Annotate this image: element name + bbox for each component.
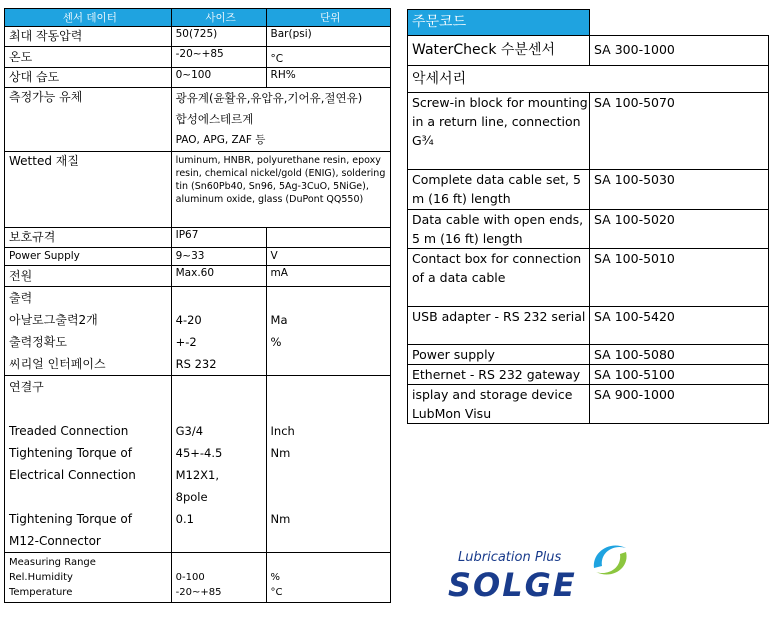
spec-unit: mA <box>266 266 390 287</box>
order-accessories-header: 악세서리 <box>408 66 769 93</box>
spec-label: 보호규격 <box>5 228 172 248</box>
output-accuracy-size: +-2 <box>175 335 197 349</box>
table-row <box>408 385 769 424</box>
output-analog-size: 4-20 <box>175 313 202 327</box>
table-row <box>408 170 769 210</box>
spec-fluids-cell <box>171 88 390 152</box>
fluids-line-3: PAO, APG, ZAF 등 <box>175 134 266 146</box>
order-item-name: Complete data cable set, 5 m (16 ft) length <box>408 170 590 210</box>
table-row <box>5 553 391 603</box>
order-item-code: SA 100-5100 <box>590 365 769 385</box>
logo-wordmark: SOLGE <box>448 566 577 604</box>
table-row <box>5 376 391 553</box>
order-item-code: SA 100-5020 <box>590 210 769 249</box>
logo-tagline: Lubrication Plus <box>458 550 562 565</box>
table-row <box>5 47 391 68</box>
table-row <box>408 365 769 385</box>
connection-label: 연결구 <box>9 380 44 394</box>
order-item-code: SA 900-1000 <box>590 385 769 424</box>
output-serial-size: RS 232 <box>175 357 217 371</box>
spec-measuring-sizes <box>171 553 266 603</box>
spec-header-size: 사이즈 <box>171 9 266 27</box>
table-row <box>5 152 391 228</box>
connection-m12-label-1: Tightening Torque of <box>9 512 132 526</box>
output-accuracy-label: 출력정확도 <box>9 335 67 349</box>
measuring-temperature-label: Temperature <box>9 587 73 598</box>
fluids-line-1: 광유계(윤활유,유압유,기어유,절연유) <box>175 91 363 105</box>
order-item-code: SA 100-5420 <box>590 307 769 345</box>
table-row <box>408 345 769 365</box>
output-serial-unit: % <box>270 335 282 349</box>
connection-threaded-unit: Inch <box>270 424 295 438</box>
spec-size: -20~+85 <box>171 47 266 68</box>
solge-logo <box>440 538 640 604</box>
measuring-humidity-unit: % <box>270 572 281 583</box>
connection-torque-size: 45+-4.5 <box>175 446 223 460</box>
spec-connection-labels <box>5 376 172 553</box>
spec-label: 측정가능 유체 <box>5 88 172 152</box>
spec-label: Wetted 재질 <box>5 152 172 228</box>
spec-output-labels <box>5 287 172 376</box>
order-item-name: Power supply <box>408 345 590 365</box>
table-row <box>408 93 769 170</box>
connection-m12-unit: Nm <box>270 512 291 526</box>
table-row <box>408 210 769 249</box>
measuring-label: Measuring Range <box>9 557 96 568</box>
connection-threaded-label: Treaded Connection <box>9 424 129 438</box>
order-item-code: SA 100-5070 <box>590 93 769 170</box>
spec-label: 전원 <box>5 266 172 287</box>
table-row <box>408 66 769 93</box>
spec-header-sensor: 센서 데이터 <box>5 9 172 27</box>
measuring-humidity-size: 0-100 <box>175 572 205 583</box>
spec-unit: RH% <box>266 68 390 88</box>
output-analog-label: 아날로그출력2개 <box>9 313 98 327</box>
spec-label: 상대 습도 <box>5 68 172 88</box>
spec-connection-units <box>266 376 390 553</box>
table-row <box>5 248 391 266</box>
spec-table <box>4 8 391 603</box>
fluids-line-2: 합성에스테르계 <box>175 112 254 126</box>
output-analog-unit: Ma <box>270 313 288 327</box>
measuring-temperature-unit: °C <box>270 587 283 598</box>
spec-size: IP67 <box>171 228 266 248</box>
output-label: 출력 <box>9 291 33 305</box>
order-main-name: WaterCheck 수분센서 <box>408 36 590 66</box>
connection-electrical-label: Electrical Connection <box>9 468 136 482</box>
spec-label: 온도 <box>5 47 172 68</box>
spec-size: Max.60 <box>171 266 266 287</box>
spec-unit: V <box>266 248 390 266</box>
order-header: 주문코드 <box>408 10 590 36</box>
spec-size: 50(725) <box>171 27 266 47</box>
spec-unit <box>266 228 390 248</box>
spec-label: Power Supply <box>5 248 172 266</box>
order-item-name: Data cable with open ends, 5 m (16 ft) length <box>408 210 590 249</box>
connection-threaded-size: G3/4 <box>175 424 204 438</box>
order-item-code: SA 100-5080 <box>590 345 769 365</box>
table-row <box>408 36 769 66</box>
table-row <box>5 266 391 287</box>
connection-m12-label-2: M12-Connector <box>9 534 101 548</box>
order-main-code: SA 300-1000 <box>590 36 769 66</box>
measuring-temperature-size: -20~+85 <box>175 587 222 598</box>
connection-electrical-size-2: 8pole <box>175 490 208 504</box>
measuring-humidity-label: Rel.Humidity <box>9 572 73 583</box>
table-row <box>408 249 769 307</box>
table-row <box>5 68 391 88</box>
spec-wetted-text: luminum, HNBR, polyurethane resin, epoxy resin, chemical nickel/gold (ENIG), soldering tin (Sn60Pb40, Sn96, 5Ag-3CuO, 5NiGe), aluminum oxide, glass (DuPont QQ550) <box>171 152 390 228</box>
spec-unit: Bar(psi) <box>266 27 390 47</box>
order-item-name: Contact box for connection of a data cable <box>408 249 590 307</box>
spec-label: 최대 작동압력 <box>5 27 172 47</box>
spec-measuring-units <box>266 553 390 603</box>
connection-torque-unit: Nm <box>270 446 291 460</box>
spec-connection-sizes <box>171 376 266 553</box>
logo-swirl-icon <box>588 538 632 582</box>
order-item-name: Ethernet - RS 232 gateway <box>408 365 590 385</box>
spec-size: 0~100 <box>171 68 266 88</box>
spec-unit: °C <box>266 47 390 68</box>
table-row <box>5 88 391 152</box>
connection-torque-label: Tightening Torque of <box>9 446 132 460</box>
table-row <box>408 307 769 345</box>
order-header-row <box>408 10 769 36</box>
order-table <box>407 9 769 424</box>
spec-header-unit: 단위 <box>266 9 390 27</box>
table-row <box>5 228 391 248</box>
table-row <box>5 27 391 47</box>
order-item-name: isplay and storage device LubMon Visu <box>408 385 590 424</box>
order-item-code: SA 100-5030 <box>590 170 769 210</box>
table-row <box>5 287 391 376</box>
output-serial-label: 씨리얼 인터페이스 <box>9 357 106 371</box>
spec-measuring-labels <box>5 553 172 603</box>
spec-header-row <box>5 9 391 27</box>
order-item-name: Screw-in block for mounting in a return line, connection G¾ <box>408 93 590 170</box>
order-item-code: SA 100-5010 <box>590 249 769 307</box>
spec-output-sizes <box>171 287 266 376</box>
order-item-name: USB adapter - RS 232 serial <box>408 307 590 345</box>
spec-output-units <box>266 287 390 376</box>
spec-size: 9~33 <box>171 248 266 266</box>
connection-m12-size: 0.1 <box>175 512 194 526</box>
connection-electrical-size-1: M12X1, <box>175 468 220 482</box>
